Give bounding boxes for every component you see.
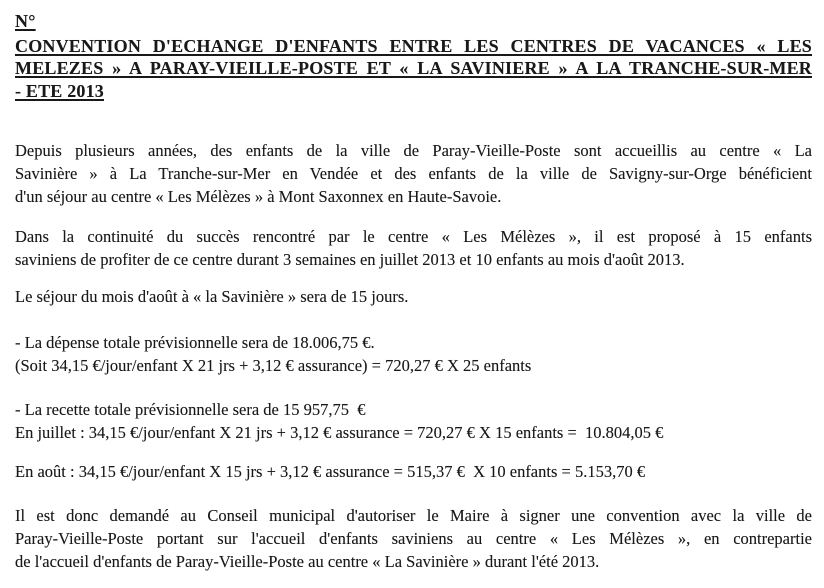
paragraph-revenue-august — [15, 460, 812, 483]
text-line: Il est donc demandé au Conseil municipal d'autoriser le Maire à signer une convention avec la ville de — [15, 506, 812, 525]
text-line: saviniens de profiter de ce centre durant 3 semaines en juillet 2013 et 10 enfants au mois d'août 2013. — [15, 250, 685, 269]
text-line: Le séjour du mois d'août à « la Savinière » sera de 15 jours. — [15, 287, 409, 306]
text-line: (Soit 34,15 €/jour/enfant X 21 jrs + 3,12 € assurance) = 720,27 € X 25 enfants — [15, 356, 532, 375]
document-title — [15, 35, 812, 103]
paragraph-total-revenue — [15, 398, 812, 444]
paragraph-proposal — [15, 225, 812, 271]
paragraph-august-stay — [15, 285, 812, 308]
text-line: d'un séjour au centre « Les Mélèzes » à Mont Saxonnex en Haute-Savoie. — [15, 187, 502, 206]
text-line: de l'accueil d'enfants de Paray-Vieille-Poste au centre « La Savinière » durant l'été 2013. — [15, 552, 600, 571]
paragraph-council-request — [15, 504, 812, 573]
paragraph-total-expense — [15, 331, 812, 377]
text-line: Savinière » à La Tranche-sur-Mer en Vendée et des enfants de la ville de Savigny-sur-Orge bénéficient — [15, 164, 812, 183]
document-title-line-2: MELEZES » A PARAY-VIEILLE-POSTE ET « LA SAVINIERE » A LA TRANCHE-SUR-MER — [15, 58, 812, 78]
text-line: En juillet : 34,15 €/jour/enfant X 21 jrs + 3,12 € assurance = 720,27 € X 15 enfants = 10.804,05 € — [15, 423, 664, 442]
text-line: Dans la continuité du succès rencontré par le centre « Les Mélèzes », il est proposé à 15 enfants — [15, 227, 812, 246]
document-title-line-1: CONVENTION D'ECHANGE D'ENFANTS ENTRE LES CENTRES DE VACANCES « LES — [15, 35, 812, 56]
document-title-line-3: - ETE 2013 — [15, 80, 105, 101]
document-number-label: N° — [15, 11, 36, 31]
text-line: Paray-Vieille-Poste portant sur l'accueil d'enfants saviniens au centre « Les Mélèzes », en contrepartie — [15, 529, 812, 548]
text-line: - La recette totale prévisionnelle sera de 15 957,75 € — [15, 400, 366, 419]
text-line: En août : 34,15 €/jour/enfant X 15 jrs + 3,12 € assurance = 515,37 € X 10 enfants = 5.153,70 € — [15, 462, 646, 481]
paragraph-exchange-history — [15, 139, 812, 208]
text-line: - La dépense totale prévisionnelle sera de 18.006,75 €. — [15, 333, 375, 352]
text-line: Depuis plusieurs années, des enfants de la ville de Paray-Vieille-Poste sont accueillis au centre « La — [15, 141, 812, 160]
